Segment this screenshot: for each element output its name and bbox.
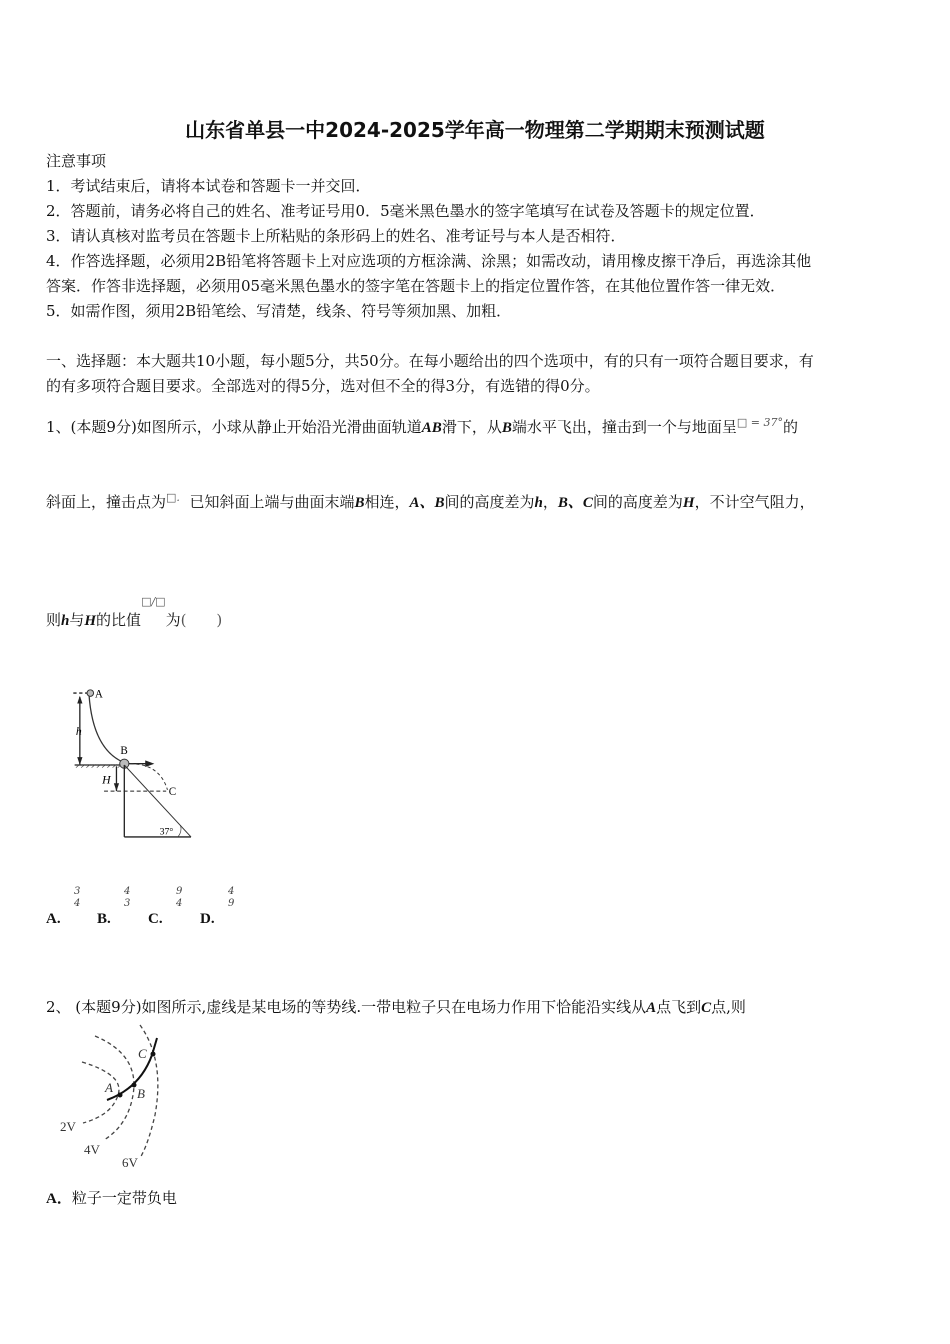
page-title: 山东省单县一中2024-2025学年高一物理第二学期期末预测试题 — [185, 118, 765, 142]
option-a-label: A. — [46, 911, 61, 927]
q1-figure — [40, 680, 240, 850]
notice-item: 5．如需作图，须用2B铅笔绘、写清楚，线条、符号等须加黑、加粗． — [46, 302, 512, 320]
q2-text: 2、 (本题9分)如图所示,虚线是某电场的等势线.一带电粒子只在电场力作用下恰能沿实线从A点飞到C点,则 — [46, 998, 746, 1016]
label-b: B — [137, 1086, 145, 1101]
option-d-fraction: 4 9 — [228, 886, 235, 909]
q2-figure — [40, 1020, 200, 1180]
option-d-label: D. — [200, 911, 215, 927]
section-heading: 的有多项符合题目要求。全部选对的得5分，选对但不全的得3分，有选错的得0分。 — [46, 377, 600, 395]
label-a: A — [105, 1080, 113, 1095]
label-b: B — [120, 744, 128, 757]
label-2v: 2V — [60, 1119, 76, 1134]
notice-item: 3．请认真核对监考员在答题卡上所粘贴的条形码上的姓名、准考证号与本人是否相符． — [46, 227, 626, 245]
q1-line2: 斜面上，撞击点为□. 已知斜面上端与曲面末端B相连，A、B间的高度差为h，B、C间的高度差为H，不计空气阻力， — [46, 491, 815, 511]
section-heading: 一、选择题：本大题共10小题，每小题5分，共50分。在每小题给出的四个选项中，有的只有一项符合题目要求，有 — [46, 352, 814, 370]
label-angle: 37° — [159, 826, 174, 838]
notice-item: 4．作答选择题，必须用2B铅笔将答题卡上对应选项的方框涂满、涂黑；如需改动，请用橡皮擦干净后，再选涂其他 — [46, 252, 812, 270]
label-4v: 4V — [84, 1142, 100, 1157]
option-c-label: C. — [148, 911, 163, 927]
option-a-fraction: 3 4 — [74, 886, 81, 909]
label-c: C — [168, 786, 177, 799]
label-c: C — [138, 1046, 147, 1061]
notice-item: 答案．作答非选择题，必须用05毫米黑色墨水的签字笔在答题卡上的指定位置作答，在其他位置作答一律无效． — [46, 277, 786, 295]
label-h: h — [75, 724, 82, 738]
notice-item: 1．考试结束后，请将本试卷和答题卡一并交回． — [46, 177, 371, 195]
q1-line3: 则h与H的比值□/□为( ) — [46, 595, 223, 629]
option-b-fraction: 4 3 — [124, 886, 131, 909]
label-6v: 6V — [122, 1155, 138, 1170]
q1-line1: 1、(本题9分)如图所示，小球从静止开始沿光滑曲面轨道AB滑下，从B端水平飞出，撞击到一个与地面呈$^{□ = 37^\circ}$的 — [46, 416, 798, 436]
option-c-fraction: 9 4 — [176, 886, 183, 909]
option-b-label: B. — [97, 911, 111, 927]
q2-option-a: A．粒子一定带负电 — [46, 1189, 177, 1207]
notice-heading: 注意事项 — [46, 152, 107, 170]
notice-item: 2．答题前，请务必将自己的姓名、准考证号用0．5毫米黑色墨水的签字笔填写在试卷及答题卡的规定位置． — [46, 202, 765, 220]
label-H: H — [102, 773, 111, 787]
label-a: A — [94, 688, 103, 701]
